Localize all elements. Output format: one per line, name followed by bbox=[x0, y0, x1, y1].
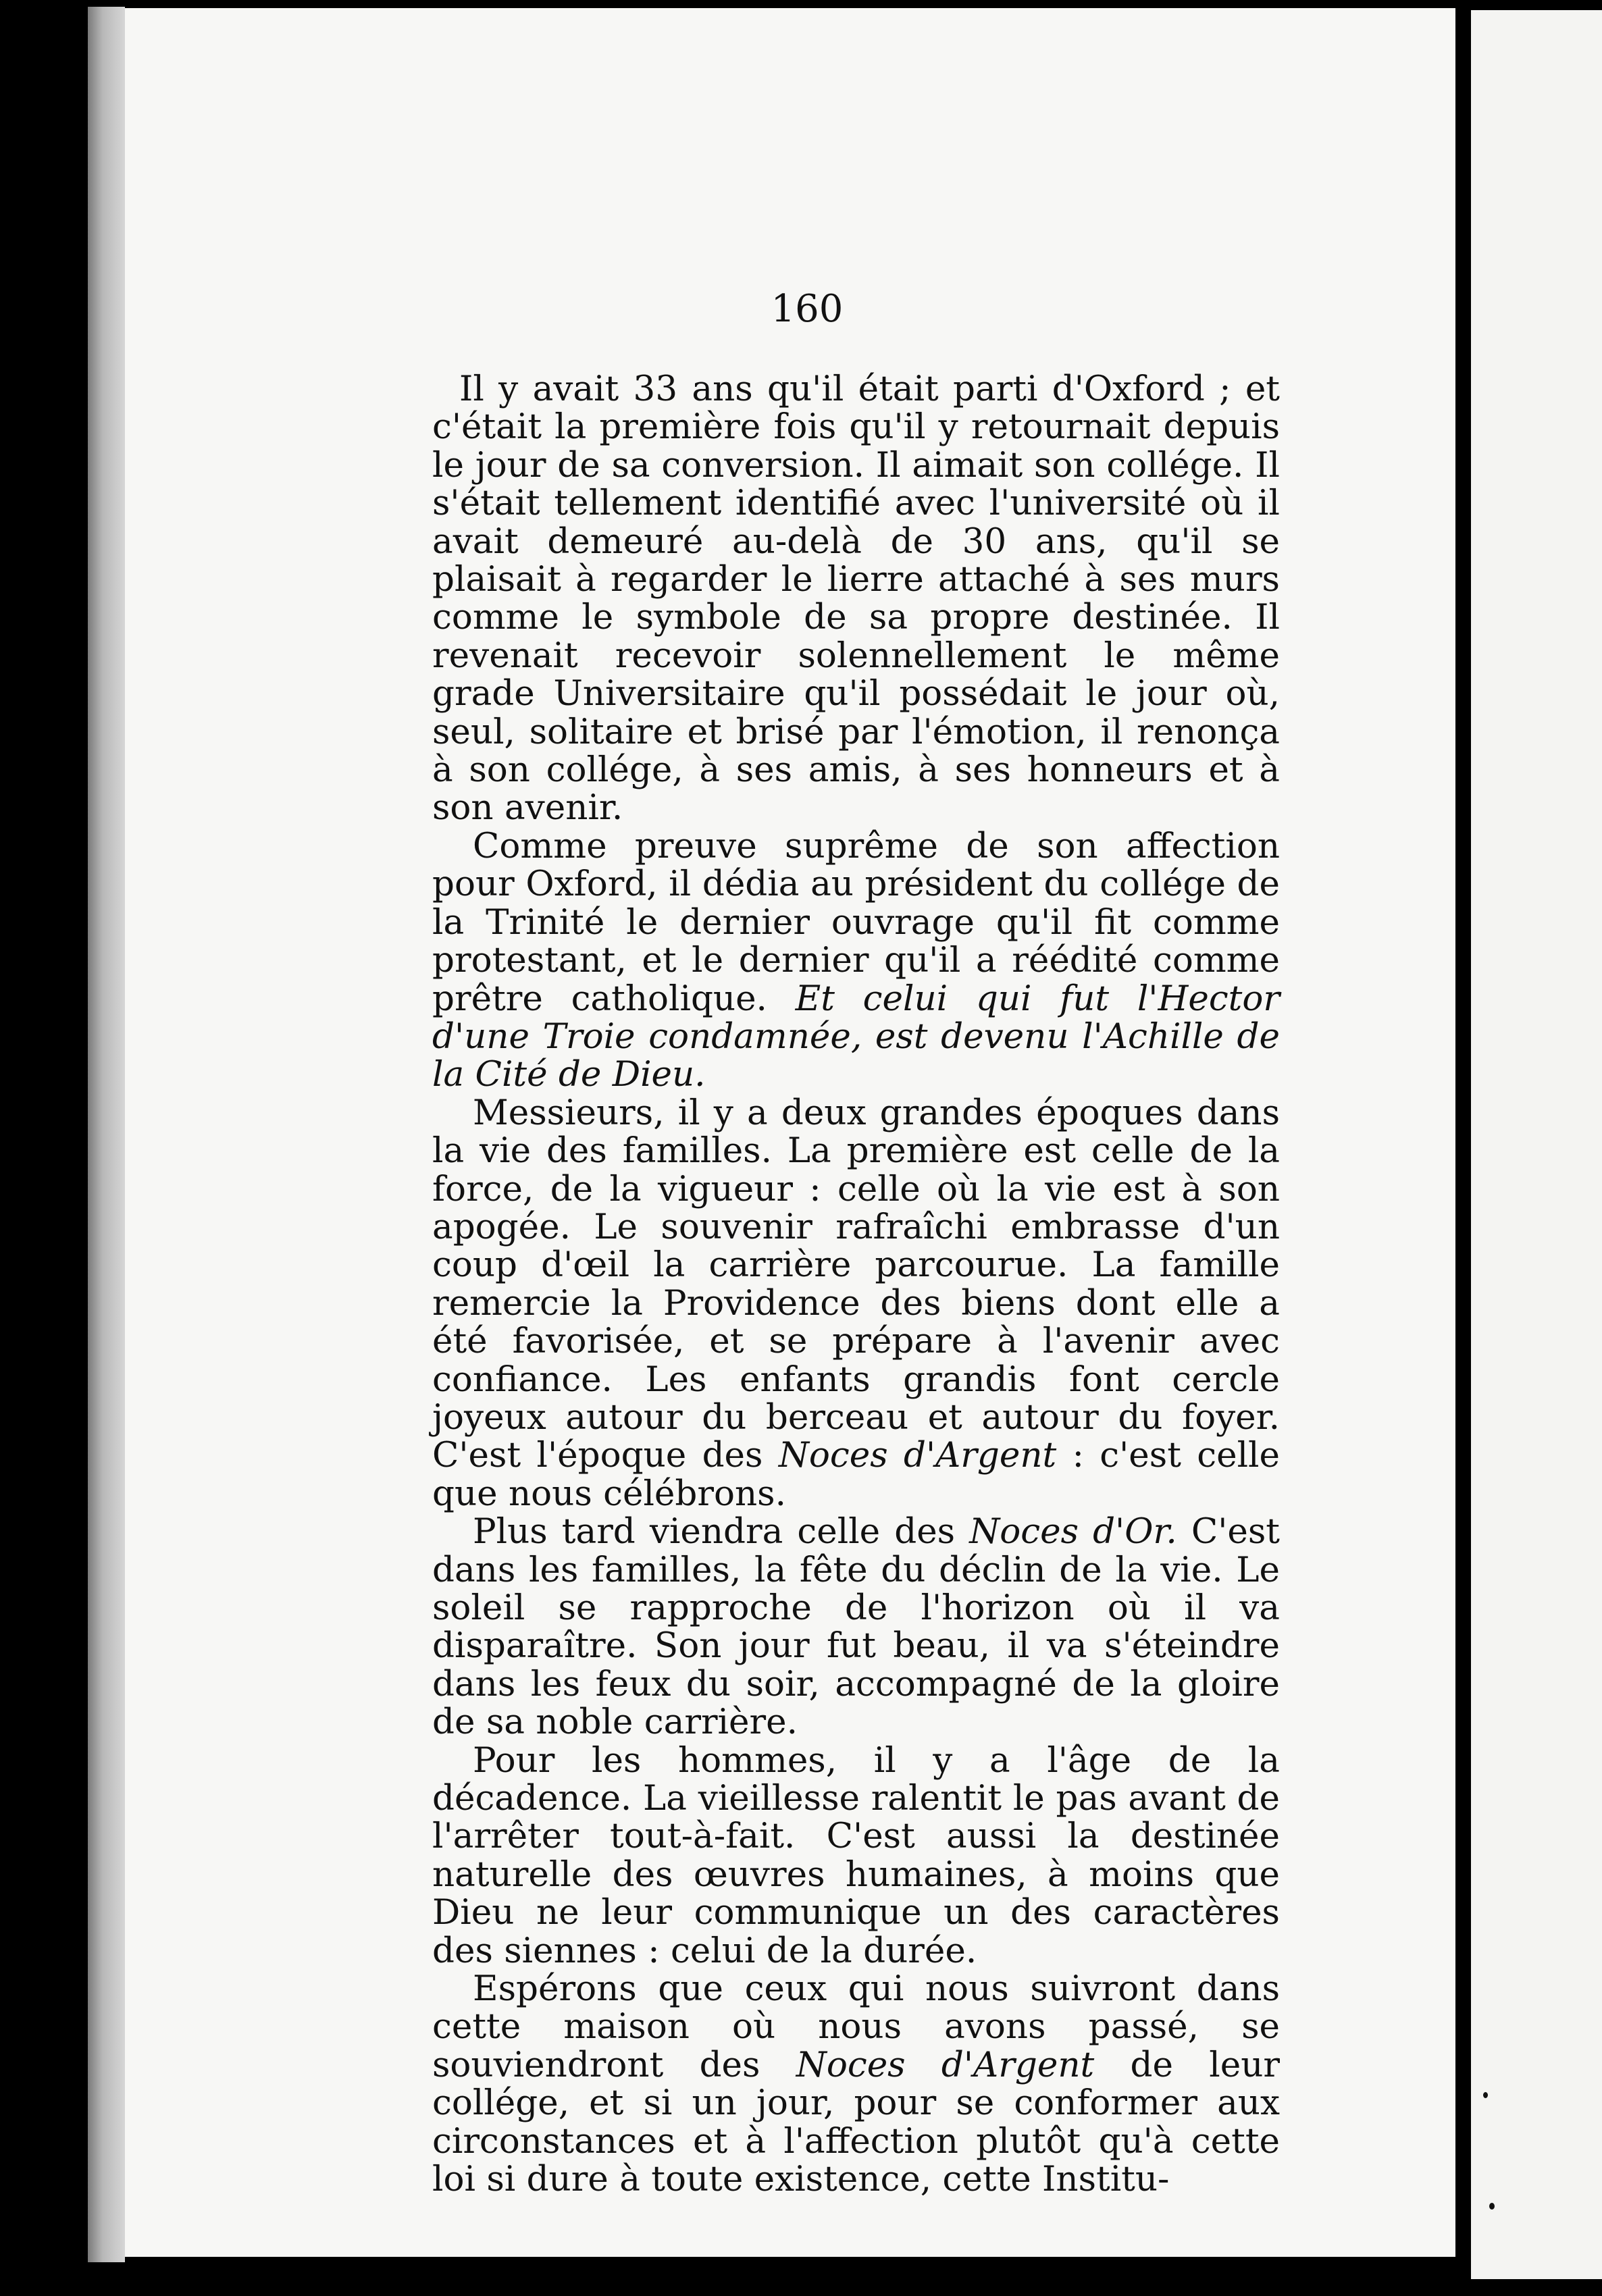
scan-speck bbox=[1489, 2203, 1495, 2210]
text-run: : c'est celle que nous célébrons. bbox=[432, 1435, 1280, 1514]
paragraph-affection bbox=[432, 827, 1280, 1094]
text-run: Pour les hommes, il y a l'âge de la décadence. La vieillesse ralentit le pas avant de l'arrêter tout-à-fait. C'est aussi la destinée naturelle des œuvres humaines, à moins que Dieu ne leur communique un des caractères des siennes : celui de la durée. bbox=[432, 1740, 1280, 1971]
scan-speck bbox=[1483, 2092, 1488, 2098]
italic-noces-or: Noces d'Or. bbox=[969, 1511, 1177, 1553]
page-edge-shadow bbox=[88, 7, 125, 2262]
paragraph-epoques bbox=[432, 1094, 1280, 1513]
facing-page-strip bbox=[1471, 10, 1602, 2279]
paragraph-oxford bbox=[432, 370, 1280, 827]
italic-noces-argent: Noces d'Argent bbox=[778, 1435, 1057, 1476]
text-run: Espérons que ceux qui nous suivront dans cette maison où nous avons passé, se souviendront des bbox=[432, 1968, 1280, 2085]
page-number: 160 bbox=[771, 287, 844, 331]
text-run: Comme preuve suprême de son affection pour Oxford, il dédia au président du collége de la Trinité le dernier ouvrage qu'il fit comme protestant, et le dernier qu'il a réédité comme prêtre catholique. bbox=[432, 825, 1280, 1019]
italic-noces-argent: Noces d'Argent bbox=[796, 2044, 1095, 2085]
text-run: Il y avait 33 ans qu'il était parti d'Oxford ; et c'était la première fois qu'il y retournait depuis le jour de sa conversion. Il aimait son collége. Il s'était tellement identifié avec l'université où il avait demeuré au-delà de 30 ans, qu'il se plaisait à regarder le lierre attaché à ses murs comme le symbole de sa propre destinée. Il revenait recevoir solennellement le même grade Universitaire qu'il possédait le jour où, seul, solitaire et brisé par l'émotion, il renonça à son collége, à ses amis, à ses honneurs et à son avenir. bbox=[432, 369, 1280, 829]
paragraph-decadence bbox=[432, 1742, 1280, 1970]
italic-quote: Et celui qui fut l'Hector d'une Troie condamnée, est devenu l'Achille de la Cité de Dieu. bbox=[432, 978, 1280, 1095]
page-text bbox=[432, 370, 1280, 2199]
text-run: C'est dans les familles, la fête du déclin de la vie. Le soleil se rapproche de l'horizon où il va disparaître. Son jour fut beau, il va s'éteindre dans les feux du soir, accompagné de la gloire de sa noble carrière. bbox=[432, 1511, 1281, 1743]
text-run: Messieurs, il y a deux grandes époques dans la vie des familles. La première est celle de la force, de la vigueur : celle où la vie est à son apogée. Le souvenir rafraîchi embrasse d'un coup d'œil la carrière parcourue. La famille remercie la Providence des biens dont elle a été favorisée, et se prépare à l'avenir avec confiance. Les enfants grandis font cercle joyeux autour du berceau et autour du foyer. C'est l'époque des bbox=[432, 1092, 1280, 1476]
paragraph-noces-or bbox=[432, 1513, 1280, 1741]
text-run: Plus tard viendra celle des bbox=[473, 1511, 970, 1553]
text-run: de leur collége, et si un jour, pour se conformer aux circonstances et à l'affection plutôt qu'à cette loi si dure à toute existence, cette Institu- bbox=[432, 2044, 1281, 2200]
paragraph-esperons bbox=[432, 1970, 1280, 2198]
